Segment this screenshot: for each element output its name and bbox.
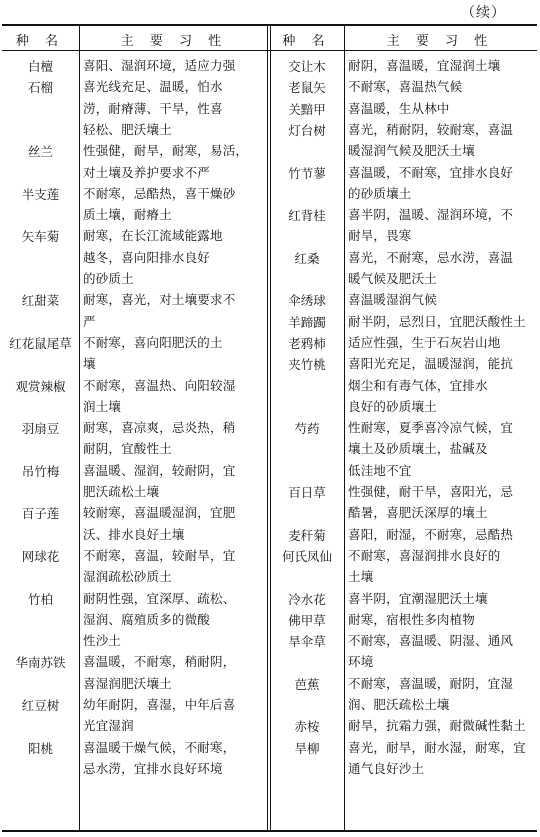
left-habit-line: 不耐寒，忌酷热，喜干燥砂 <box>83 185 236 201</box>
left-species-name: 华南苏铁 <box>15 655 66 671</box>
left-habit-line: 喜温暖、湿润，较耐阴，宜 <box>83 462 236 478</box>
left-species-name: 羽扇豆 <box>21 421 60 437</box>
left-habit-line: 喜湿润肥沃壤土 <box>83 675 172 691</box>
right-habit-line: 不耐寒，喜湿润排水良好的 <box>348 547 501 563</box>
left-habit-line: 不耐寒，喜向阳肥沃的土 <box>83 334 223 350</box>
right-habit-line: 低洼地不宜 <box>348 462 412 478</box>
left-habit-line: 壤 <box>83 356 96 372</box>
left-species-name: 竹柏 <box>27 591 53 607</box>
left-habit-line: 喜温暖，不耐寒，稍耐阴， <box>83 654 236 670</box>
right-habit-line: 适应性强，生于石灰岩山地 <box>348 334 501 350</box>
right-habit-line: 暖湿润气候及肥沃土壤 <box>348 143 476 159</box>
right-species-name: 冷水花 <box>288 591 326 607</box>
right-species-name: 旱伞草 <box>288 634 326 650</box>
right-habit-line: 耐旱，畏寒 <box>348 228 412 244</box>
left-habit-line: 喜阳、湿润环境，适应力强 <box>83 58 236 73</box>
right-species-name: 伞绣球 <box>288 293 326 309</box>
right-habit-line: 不耐寒，喜温热气候 <box>348 79 463 95</box>
left-habit-line: 耐寒，在长江流域能露地 <box>83 228 223 244</box>
right-habit-line: 土壤 <box>348 569 374 585</box>
left-habit-line: 润土壤 <box>83 398 122 414</box>
right-species-name: 芍药 <box>294 421 320 437</box>
right-habit-line: 环境 <box>348 654 374 670</box>
continued-label: （续） <box>461 5 506 21</box>
right-habit-line: 耐阴，喜温暖，宜湿润土壤 <box>348 58 501 73</box>
left-habit-line: 性强健，耐旱，耐寒，易活， <box>83 143 249 159</box>
right-habit-line: 喜阳光充足，温暖湿润，能抗 <box>348 356 514 372</box>
right-habit-line: 喜半阴，温暖、湿润环境，不 <box>348 207 514 223</box>
left-habit-line: 不耐寒，喜温，较耐旱，宜 <box>83 547 236 563</box>
left-species-name: 吊竹梅 <box>21 463 60 479</box>
left-species-name: 半支莲 <box>21 186 60 202</box>
right-habit-line: 喜半阴，宜潮湿肥沃土壤 <box>348 590 488 606</box>
right-habit-line: 的砂质壤土 <box>348 185 412 201</box>
left-habit-line: 耐阴性强，宜深厚、疏松、 <box>83 590 236 606</box>
right-habit-line: 通气良好沙土 <box>348 760 425 776</box>
left-species-name: 红甜菜 <box>21 293 60 309</box>
left-habit-line: 幼年耐阴，喜湿，中年后喜 <box>83 697 236 712</box>
right-species-name: 老鸦柿 <box>288 335 326 351</box>
left-habit-line: 较耐寒，喜温暖湿润，宜肥 <box>83 505 236 521</box>
right-species-name: 旱柳 <box>294 740 320 756</box>
right-habit-line: 润、肥沃疏松土壤 <box>348 697 450 712</box>
left-species-name: 白檀 <box>27 59 53 74</box>
plant-habits-table <box>2 24 537 832</box>
right-species-name: 交让木 <box>288 59 326 74</box>
column-divider <box>344 26 345 830</box>
right-species-name: 麦秆菊 <box>288 527 326 543</box>
right-habit-line: 烟尘和有毒气体，宜排水 <box>348 377 488 393</box>
right-habit-line: 喜温暖湿润气候 <box>348 292 437 308</box>
header-habit-left: 主 要 习 性 <box>120 34 228 49</box>
right-habit-line: 喜光，稍耐阴，较耐寒，喜温 <box>348 121 514 137</box>
right-habit-line: 良好的砂质壤土 <box>348 398 437 414</box>
right-habit-line: 耐寒，宿根性多肉植物 <box>348 611 476 627</box>
right-habit-line: 耐半阴，忌烈日，宜肥沃酸性土 <box>348 313 526 329</box>
left-habit-line: 耐阴，宜酸性土 <box>83 441 172 457</box>
left-habit-line: 喜温暖干燥气候，不耐寒， <box>83 739 236 755</box>
right-habit-line: 性耐寒，夏季喜冷凉气候，宜 <box>348 420 514 436</box>
right-species-name: 竹节蓼 <box>288 165 326 181</box>
right-habit-line: 性强健，耐干旱，喜阳光，忌 <box>348 484 514 499</box>
left-habit-line: 越冬，喜向阳排水良好 <box>83 249 211 265</box>
right-species-name: 芭蕉 <box>294 676 320 692</box>
left-habit-line: 对土壤及养护要求不严 <box>83 164 211 180</box>
left-habit-line: 轻松、肥沃壤土 <box>83 121 172 137</box>
column-divider <box>79 26 80 830</box>
left-species-name: 网球花 <box>21 548 60 564</box>
left-habit-line: 湿润疏松砂质土 <box>83 569 172 585</box>
left-species-name: 观赏辣椒 <box>15 378 66 394</box>
left-species-name: 石榴 <box>27 80 53 96</box>
right-species-name: 红背桂 <box>288 208 326 224</box>
right-species-name: 老鼠矢 <box>288 80 326 96</box>
right-habit-line: 酷暑，喜肥沃深厚的壤土 <box>348 505 488 521</box>
right-habit-line: 喜光，耐旱，耐水湿，耐寒，宜 <box>348 739 526 755</box>
left-habit-line: 耐寒，喜凉爽，忌炎热，稍 <box>83 420 236 436</box>
right-habit-line: 喜光，不耐寒，忌水涝，喜温 <box>348 249 514 265</box>
right-species-name: 赤桉 <box>294 719 320 735</box>
left-habit-line: 性沙土 <box>83 633 122 649</box>
right-habit-line: 喜温暖，生从林中 <box>348 100 450 116</box>
right-habit-line: 壤土及砂质壤土，盐碱及 <box>348 441 488 457</box>
left-habit-line: 肥沃疏松土壤 <box>83 484 160 499</box>
left-species-name: 百子莲 <box>21 506 60 522</box>
right-species-name: 佛甲草 <box>288 612 326 628</box>
left-habit-line: 涝，耐瘠薄、干旱，性喜 <box>83 100 223 116</box>
left-habit-line: 质土壤，耐瘠土 <box>83 207 172 223</box>
left-habit-line: 的砂质土 <box>83 271 134 286</box>
left-species-name: 阳桃 <box>27 740 53 756</box>
left-species-name: 矢车菊 <box>21 229 60 245</box>
left-species-name: 丝兰 <box>27 144 53 160</box>
header-name-left: 种 名 <box>15 34 65 49</box>
left-habit-line: 不耐寒，喜温热、向阳较湿 <box>83 377 236 393</box>
left-habit-line: 耐寒，喜光，对土壤要求不 <box>83 292 236 308</box>
left-species-name: 红花鼠尾草 <box>9 335 72 351</box>
right-species-name: 百日草 <box>288 485 326 500</box>
right-species-name: 关黯甲 <box>288 101 326 117</box>
right-habit-line: 暖气候及肥沃土 <box>348 271 437 286</box>
right-species-name: 何氏凤仙 <box>281 548 332 564</box>
left-habit-line: 严 <box>83 313 96 329</box>
right-species-name: 灯台树 <box>288 122 326 138</box>
left-habit-line: 喜光线充足、温暖，怕水 <box>83 79 223 95</box>
left-habit-line: 湿润、腐殖质多的微酸 <box>83 611 211 627</box>
header-habit-right: 主 要 习 性 <box>386 34 494 49</box>
left-habit-line: 忌水涝，宜排水良好环境 <box>83 760 223 776</box>
header-name-right: 种 名 <box>282 34 331 49</box>
right-habit-line: 不耐寒，喜温暖、阴湿、通风 <box>348 633 514 649</box>
left-habit-line: 沃、排水良好土壤 <box>83 526 185 542</box>
left-species-name: 红豆树 <box>21 698 60 713</box>
right-habit-line: 喜温暖，不耐寒，宜排水良好 <box>348 164 514 180</box>
left-habit-line: 光宜湿润 <box>83 718 134 734</box>
right-habit-line: 不耐寒，喜温暖，耐阴，宜湿 <box>348 675 514 691</box>
right-species-name: 红桑 <box>294 250 320 266</box>
right-habit-line: 耐旱，抗霜力强，耐微碱性黏土 <box>348 718 526 734</box>
right-species-name: 夹竹桃 <box>288 357 326 373</box>
right-species-name: 羊蹄躅 <box>288 314 326 330</box>
right-habit-line: 喜阳，耐湿，不耐寒，忌酷热 <box>348 526 514 542</box>
